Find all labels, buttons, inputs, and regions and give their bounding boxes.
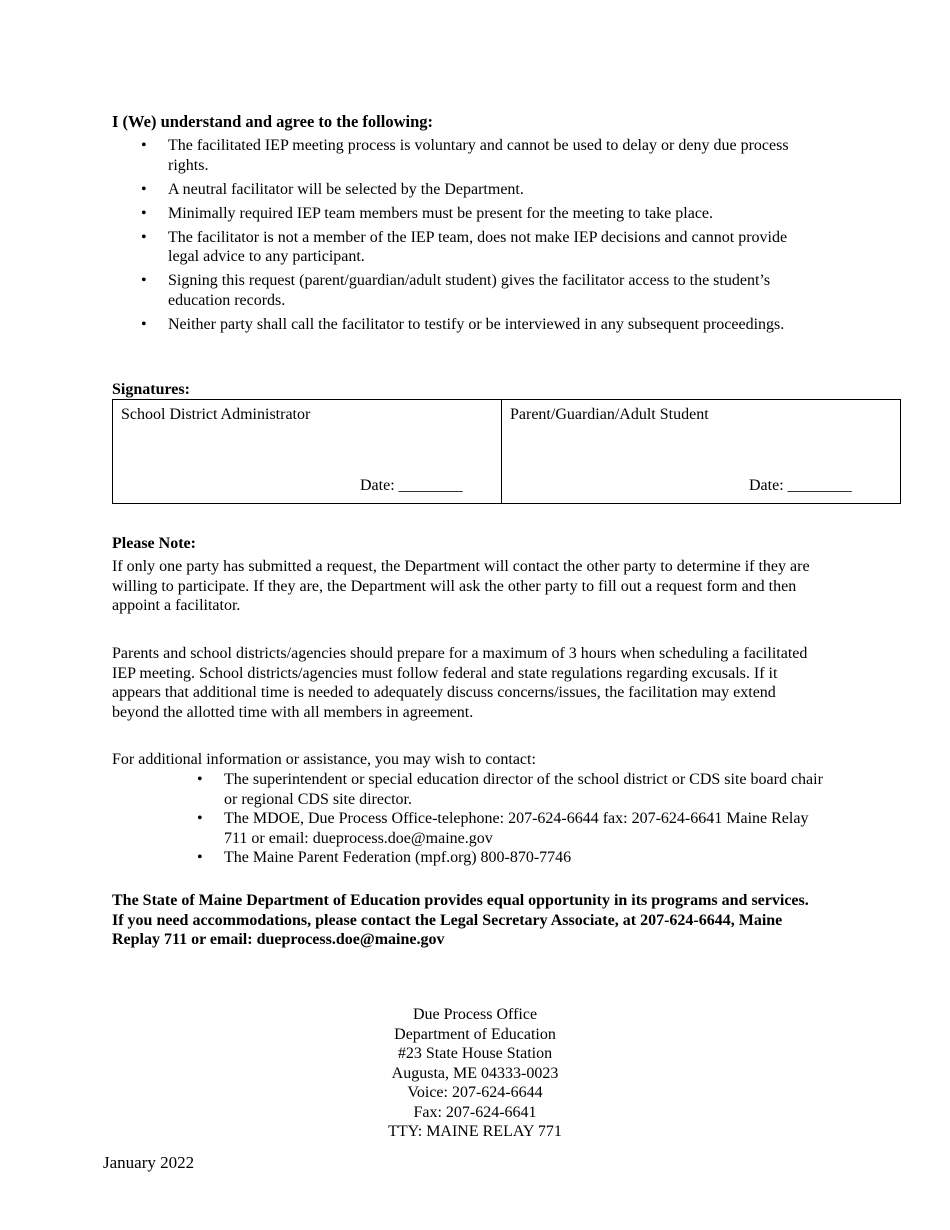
note-paragraph-2: Parents and school districts/agencies should prepare for a maximum of 3 hours when scheduling a facilitated IEP meeting. School districts/agencies must follow federal and state regulations regarding excusals. If it appears that additional time is needed to adequately discuss concerns/issues, the facilitation may extend beyond the allotted time with all members in agreement. <box>112 645 808 721</box>
note-heading: Please Note: <box>112 535 196 552</box>
equal-opportunity-statement: The State of Maine Department of Education provides equal opportunity in its programs and services. If you need accommodations, please contact the Legal Secretary Associate, at 207-624-6644, Maine Replay 711 or email: dueprocess.doe@maine.gov <box>112 892 809 948</box>
agreement-list <box>112 136 822 339</box>
contact-intro: For additional information or assistance, you may wish to contact: <box>112 751 536 768</box>
office-line: Department of Education <box>394 1025 556 1043</box>
office-line: Fax: 207-624-6641 <box>413 1103 537 1121</box>
list-item: • The facilitator is not a member of the IEP team, does not make IEP decisions and cannot provide legal advice to any participant. <box>112 228 822 267</box>
date-field-parent[interactable]: Date: ________ <box>749 477 852 494</box>
office-line: TTY: MAINE RELAY 771 <box>388 1123 562 1140</box>
list-item: • Minimally required IEP team members must be present for the meeting to take place. <box>112 204 822 224</box>
list-item: • The facilitated IEP meeting process is voluntary and cannot be used to delay or deny due process rights. <box>112 136 822 175</box>
list-item: • A neutral facilitator will be selected by the Department. <box>112 180 822 200</box>
note-paragraph-1: If only one party has submitted a request, the Department will contact the other party to determine if they are willing to participate. If they are, the Department will ask the other party to fill out a request form and then appoint a facilitator. <box>112 558 810 614</box>
signature-cell-administrator[interactable] <box>113 400 502 503</box>
list-item: • Neither party shall call the facilitator to testify or be interviewed in any subsequent proceedings. <box>112 315 822 335</box>
signature-label-parent: Parent/Guardian/Adult Student <box>510 406 709 423</box>
agreement-heading: I (We) understand and agree to the following: <box>112 112 433 131</box>
office-line: Augusta, ME 04333-0023 <box>391 1064 559 1082</box>
office-address-block <box>275 1005 675 1142</box>
signature-cell-parent[interactable] <box>502 400 900 503</box>
date-field-administrator[interactable]: Date: ________ <box>360 477 463 494</box>
office-line: #23 State House Station <box>397 1045 553 1062</box>
list-item: • The superintendent or special education director of the school district or CDS site board chair or regional CDS site director. <box>112 770 830 809</box>
signatures-heading: Signatures: <box>112 381 190 398</box>
signature-table <box>112 399 901 504</box>
contact-list <box>112 770 830 868</box>
signature-label-administrator: School District Administrator <box>121 406 311 423</box>
office-line: Voice: 207-624-6644 <box>407 1084 543 1101</box>
list-item: • Signing this request (parent/guardian/adult student) gives the facilitator access to the student’s education records. <box>112 271 822 310</box>
office-line: Due Process Office <box>412 1006 538 1023</box>
list-item: • The MDOE, Due Process Office-telephone: 207-624-6644 fax: 207-624-6641 Maine Relay 711 or email: dueprocess.doe@maine.gov <box>112 809 830 848</box>
list-item: • The Maine Parent Federation (mpf.org) 800-870-7746 <box>112 848 830 868</box>
footer-date: January 2022 <box>103 1153 195 1172</box>
